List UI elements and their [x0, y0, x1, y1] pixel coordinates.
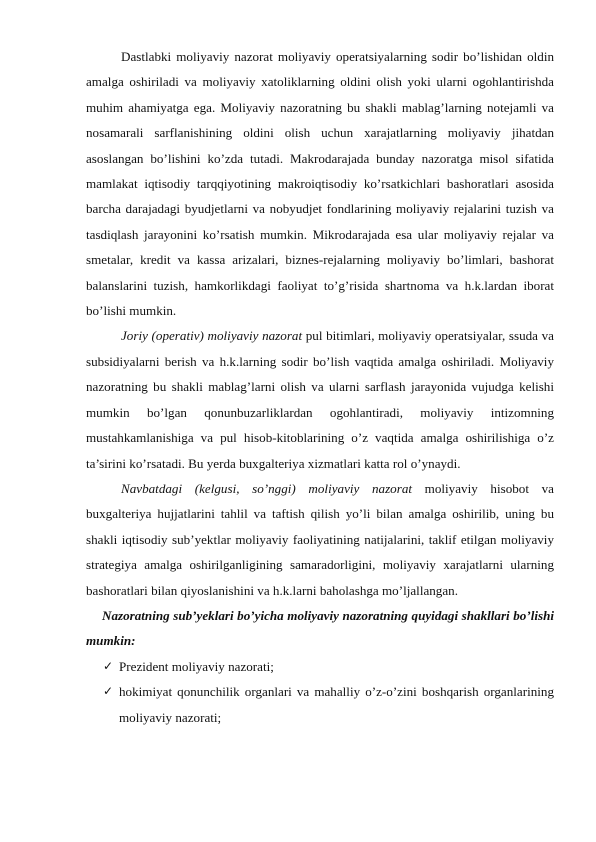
term-current-control: Joriy (operativ) moliyaviy nazorat — [121, 328, 303, 344]
list-item — [86, 679, 554, 730]
paragraph-current-control — [86, 323, 554, 475]
list-item — [86, 654, 554, 679]
checkmark-icon: ✓ — [103, 658, 114, 673]
section-heading: Nazoratning sub’yeklari bo’yicha moliyaviy nazoratning quyidagi shakllari bo’lishi mumkin: — [86, 607, 554, 649]
paragraph-preliminary-control — [86, 44, 554, 323]
paragraph-text: Dastlabki moliyaviy nazorat moliyaviy operatsiyalarning sodir bo’lishidan oldin amalga oshiriladi va moliyaviy xatoliklarning oldini olish yoki ularni ogohlantirishda muhim ahamiyatga ega. Moliyaviy nazoratning bu shakli mablag’larning notejamli va nosamarali sarflanishining oldini olish uchun xarajatlarning moliyaviy jihatdan asoslangan bo’lishini ko’zda tutadi. Makrodarajada bunday nazoratga misol sifatida mamlakat iqtisodiy tarqqiyotining makroiqtisodiy ko’rsatkichlari bashoratlari asosida barcha darajadagi byudjetlarni va nobyudjet fondlarining moliyaviy rejalarini tuzish va tasdiqlash jarayonini ko’rsatish mumkin. Mikrodarajada esa ular moliyaviy rejalar va smetalar, kredit va kassa arizalari, biznes-rejalarning moliyaviy bo’limlari, bashorat balanslarini tuzish, hamkorlikdagi faoliyat to’g’risida shartnoma va h.k.lardan iborat bo’lishi mumkin. — [86, 49, 554, 319]
term-subsequent-control: Navbatdagi (kelgusi, so’nggi) moliyaviy nazorat — [121, 480, 413, 496]
paragraph-text: pul bitimlari, moliyaviy operatsiyalar, ssuda va subsidiyalarni berish va h.k.larning sodir bo’lish vaqtida amalga oshiriladi. Moliyaviy nazoratning bu shakli mablag’larni olish va ularni sarflash jarayonida vujudga kelishi mumkin bo’lgan qonunbuzarliklardan ogohlantiradi, moliyaviy intizomning mustahkamlanishiga va pul hisob-kitoblarining o’z vaqtida amalga oshirilishiga o’z ta’sirini ko’rsatadi. Bu yerda buxgalteriya xizmatlari katta rol o’ynaydi. — [86, 328, 554, 471]
paragraph-subsequent-control — [86, 476, 554, 603]
list-item-text: hokimiyat qonunchilik organlari va mahalliy o’z-o’zini boshqarish organlarining moliyaviy nazorati; — [119, 684, 554, 725]
paragraph-text: moliyaviy hisobot va buxgalteriya hujjatlarini tahlil va taftish qilish yo’li bilan amalga oshirilib, uning bu shakli iqtisodiy sub’yektlar moliyaviy faoliyatining natijalarini, taklif etilgan moliyaviy strategiya amalga oshirilganligining samaradorligini, moliyaviy xarajatlarni ularning bashoratlari bilan qiyoslanishini va h.k.larni baholashga mo’ljallangan. — [86, 480, 554, 598]
control-forms-list — [86, 654, 554, 730]
list-item-text: Prezident moliyaviy nazorati; — [119, 658, 274, 674]
checkmark-icon: ✓ — [103, 684, 114, 699]
